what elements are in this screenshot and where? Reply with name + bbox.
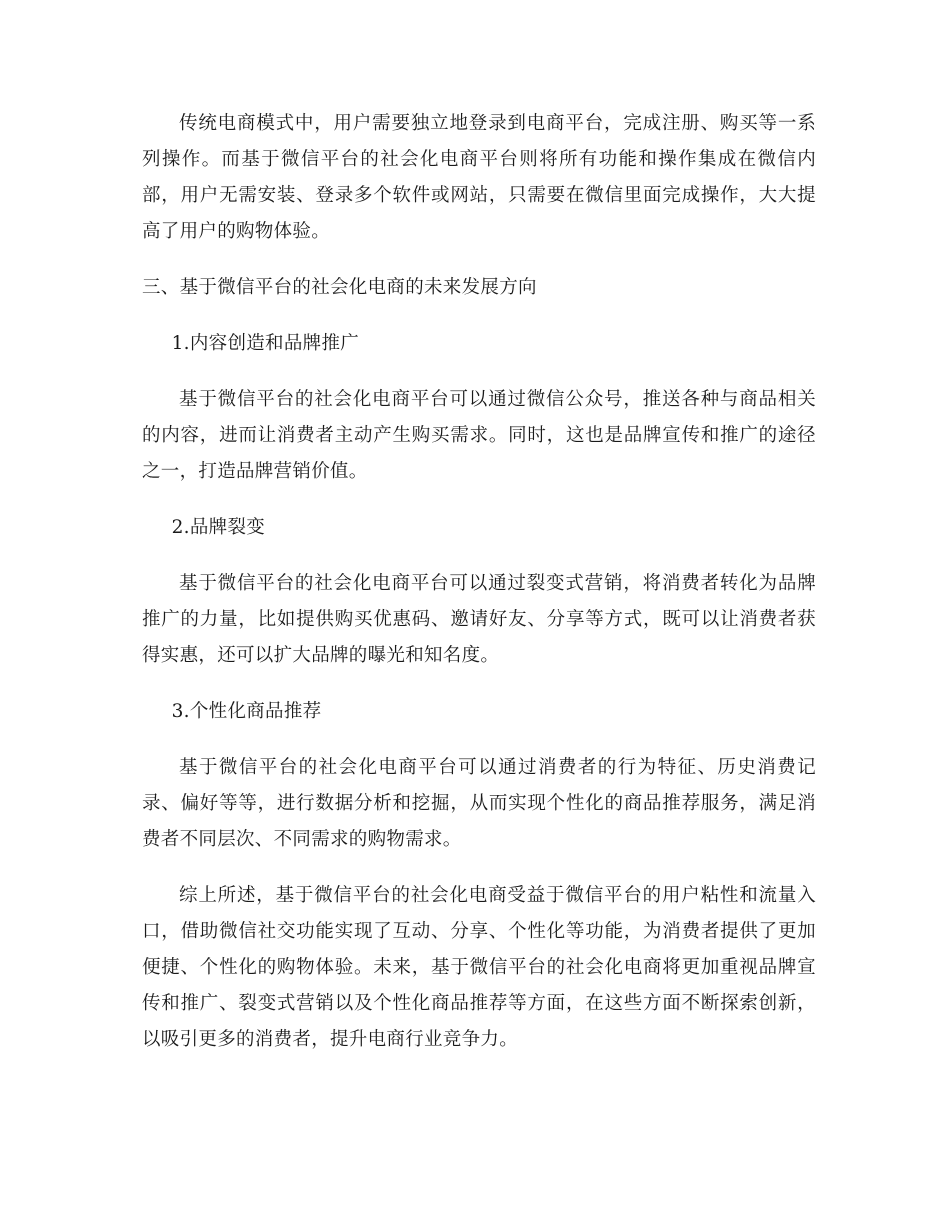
subsection-title-2: 2.品牌裂变 <box>171 517 266 538</box>
subsection-title-1: 1.内容创造和品牌推广 <box>171 333 360 354</box>
paragraph-intro: 传统电商模式中，用户需要独立地登录到电商平台，完成注册、购买等一系列操作。而基于微信平台的社会化电商平台则将所有功能和操作集成在微信内部，用户无需安装、登录多个软件或网站，只需要在微信里面完成操作，大大提高了用户的购物体验。 <box>142 113 816 242</box>
section-heading: 三、基于微信平台的社会化电商的未来发展方向 <box>142 277 537 298</box>
paragraph-conclusion: 综上所述，基于微信平台的社会化电商受益于微信平台的用户粘性和流量入口，借助微信社交功能实现了互动、分享、个性化等功能，为消费者提供了更加便捷、个性化的购物体验。未来，基于微信平台的社会化电商将更加重视品牌宣传和推广、裂变式营销以及个性化商品推荐等方面，在这些方面不断探索创新，以吸引更多的消费者，提升电商行业竞争力。 <box>142 885 816 1050</box>
subsection-title-3: 3.个性化商品推荐 <box>171 701 322 722</box>
subsection-body-1: 基于微信平台的社会化电商平台可以通过微信公众号，推送各种与商品相关的内容，进而让消费者主动产生购买需求。同时，这也是品牌宣传和推广的途径之一，打造品牌营销价值。 <box>142 389 816 482</box>
subsection-body-2: 基于微信平台的社会化电商平台可以通过裂变式营销，将消费者转化为品牌推广的力量，比如提供购买优惠码、邀请好友、分享等方式，既可以让消费者获得实惠，还可以扩大品牌的曝光和知名度。 <box>142 573 816 666</box>
document-body <box>142 106 816 1058</box>
subsection-body-3: 基于微信平台的社会化电商平台可以通过消费者的行为特征、历史消费记录、偏好等等，进行数据分析和挖掘，从而实现个性化的商品推荐服务，满足消费者不同层次、不同需求的购物需求。 <box>142 757 816 850</box>
